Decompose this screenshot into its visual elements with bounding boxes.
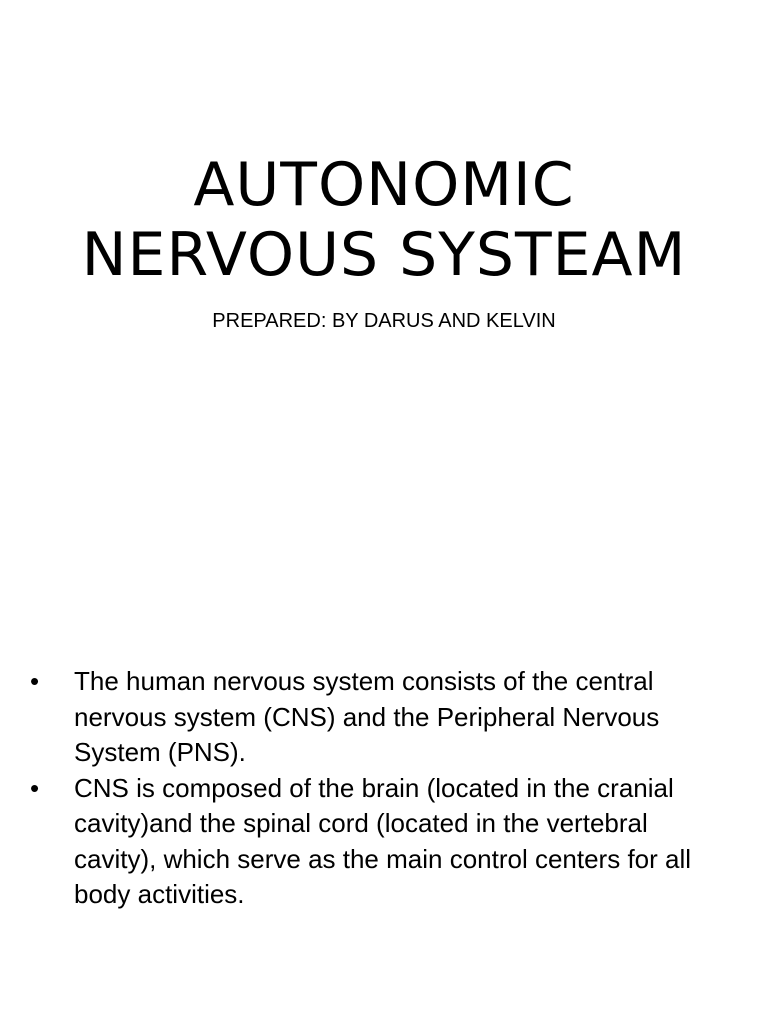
bullet-list [30,664,730,913]
slide-subtitle: PREPARED: BY DARUS AND KELVIN [212,310,556,332]
bullet-marker: • [30,666,40,696]
bullet-marker: • [30,772,40,803]
bullet-text: CNS is composed of the brain (located in the cranial cavity)and the spinal cord (located in the vertebral cavity), which serve as the main control centers for all body activities. [74,772,692,909]
title-line-2: NERVOUS SYSTEAM [81,220,687,290]
bullet-item [30,771,730,913]
slide-title [0,150,768,290]
bullet-text: The human nervous system consists of the central nervous system (CNS) and the Peripheral Nervous System (PNS). [74,666,660,767]
bullet-item [30,664,730,771]
title-line-1: AUTONOMIC [193,150,575,220]
